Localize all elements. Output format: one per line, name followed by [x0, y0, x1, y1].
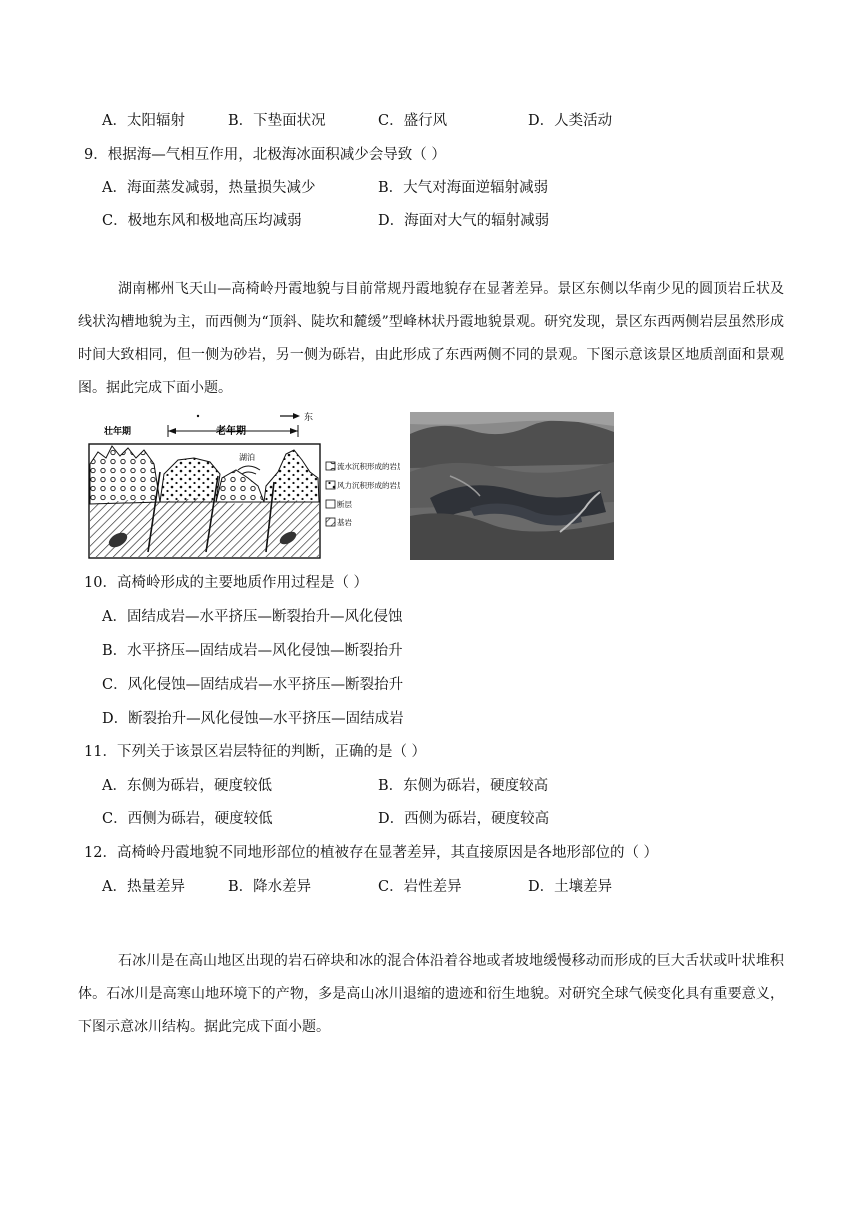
q11-option-a: A．东侧为砾岩，硬度较低: [102, 778, 272, 794]
q9-stem: 9．根据海—气相互作用，北极海冰面积减少会导致（ ）: [84, 147, 446, 163]
q9-option-a: A．海面蒸发减弱，热量损失减少: [102, 180, 316, 196]
q10-option-a: A．固结成岩—水平挤压—断裂抬升—风化侵蚀: [102, 609, 403, 625]
q10-option-d: D．断裂抬升—风化侵蚀—水平挤压—固结成岩: [102, 711, 404, 727]
passage-rock-glacier: 石冰川是在高山地区出现的岩石碎块和冰的混合体沿着谷地或者坡地缓慢移动而形成的巨大舌状或叶状堆积体。石冰川是高寒山地环境下的产物，多是高山冰川退缩的遗迹和衍生地貌。对研究全球气候变化具有重要意义，下图示意冰川结构。据此完成下面小题。: [78, 953, 784, 1035]
landscape-photo: [410, 412, 614, 560]
passage-danxia: 湖南郴州飞天山—高椅岭丹霞地貌与目前常规丹霞地貌存在显著差异。景区东侧以华南少见的圆顶岩丘状及线状沟槽地貌为主，而西侧为“顶斜、陡坎和麓缓”型峰林状丹霞地貌景观。研究发现，景区东西两侧岩层虽然形成时间大致相同，但一侧为砂岩，另一侧为砾岩，由此形成了东西两侧不同的景观。下图示意该景区地质剖面和景观图。据此完成下面小题。: [78, 281, 784, 396]
geologic-section-figure: [88, 412, 400, 560]
label-lake: 湖泊: [239, 453, 255, 462]
legend-fault: 断层: [337, 500, 352, 509]
q9-option-b: B．大气对海面逆辐射减弱: [378, 180, 549, 196]
q11-option-b: B．东侧为砾岩，硬度较高: [378, 778, 549, 794]
q10-option-b: B．水平挤压—固结成岩—风化侵蚀—断裂抬升: [102, 643, 403, 659]
q8-option-c: C．盛行风: [378, 113, 448, 129]
q10-option-c: C．风化侵蚀—固结成岩—水平挤压—断裂抬升: [102, 677, 404, 693]
q11-option-c: C．西侧为砾岩，硬度较低: [102, 811, 273, 827]
label-old-stage: 老年期: [216, 426, 246, 437]
q12-stem: 12．高椅岭丹霞地貌不同地形部位的植被存在显著差异，其直接原因是各地形部位的（ ）: [84, 845, 659, 861]
q8-option-b: B．下垫面状况: [228, 113, 326, 129]
label-young-stage: 壮年期: [104, 427, 132, 437]
q8-option-a: A．太阳辐射: [102, 113, 185, 129]
q11-option-d: D．西侧为砾岩，硬度较高: [378, 811, 550, 827]
q12-option-c: C．岩性差异: [378, 879, 462, 895]
legend-bedrock: 基岩: [337, 518, 352, 527]
legend-aeolian: 风力沉积形成的岩层: [337, 481, 400, 490]
q12-option-d: D．土壤差异: [528, 879, 613, 895]
q9-option-c: C．极地东风和极地高压均减弱: [102, 213, 302, 229]
label-east: 东: [304, 413, 314, 423]
q11-stem: 11．下列关于该景区岩层特征的判断，正确的是（ ）: [84, 744, 427, 760]
legend-fluvial: 流水沉积形成的岩层: [337, 462, 400, 471]
q9-option-d: D．海面对大气的辐射减弱: [378, 213, 550, 229]
q12-option-a: A．热量差异: [102, 879, 185, 895]
q12-option-b: B．降水差异: [228, 879, 312, 895]
q10-stem: 10．高椅岭形成的主要地质作用过程是（ ）: [84, 575, 369, 591]
q8-option-d: D．人类活动: [528, 113, 613, 129]
